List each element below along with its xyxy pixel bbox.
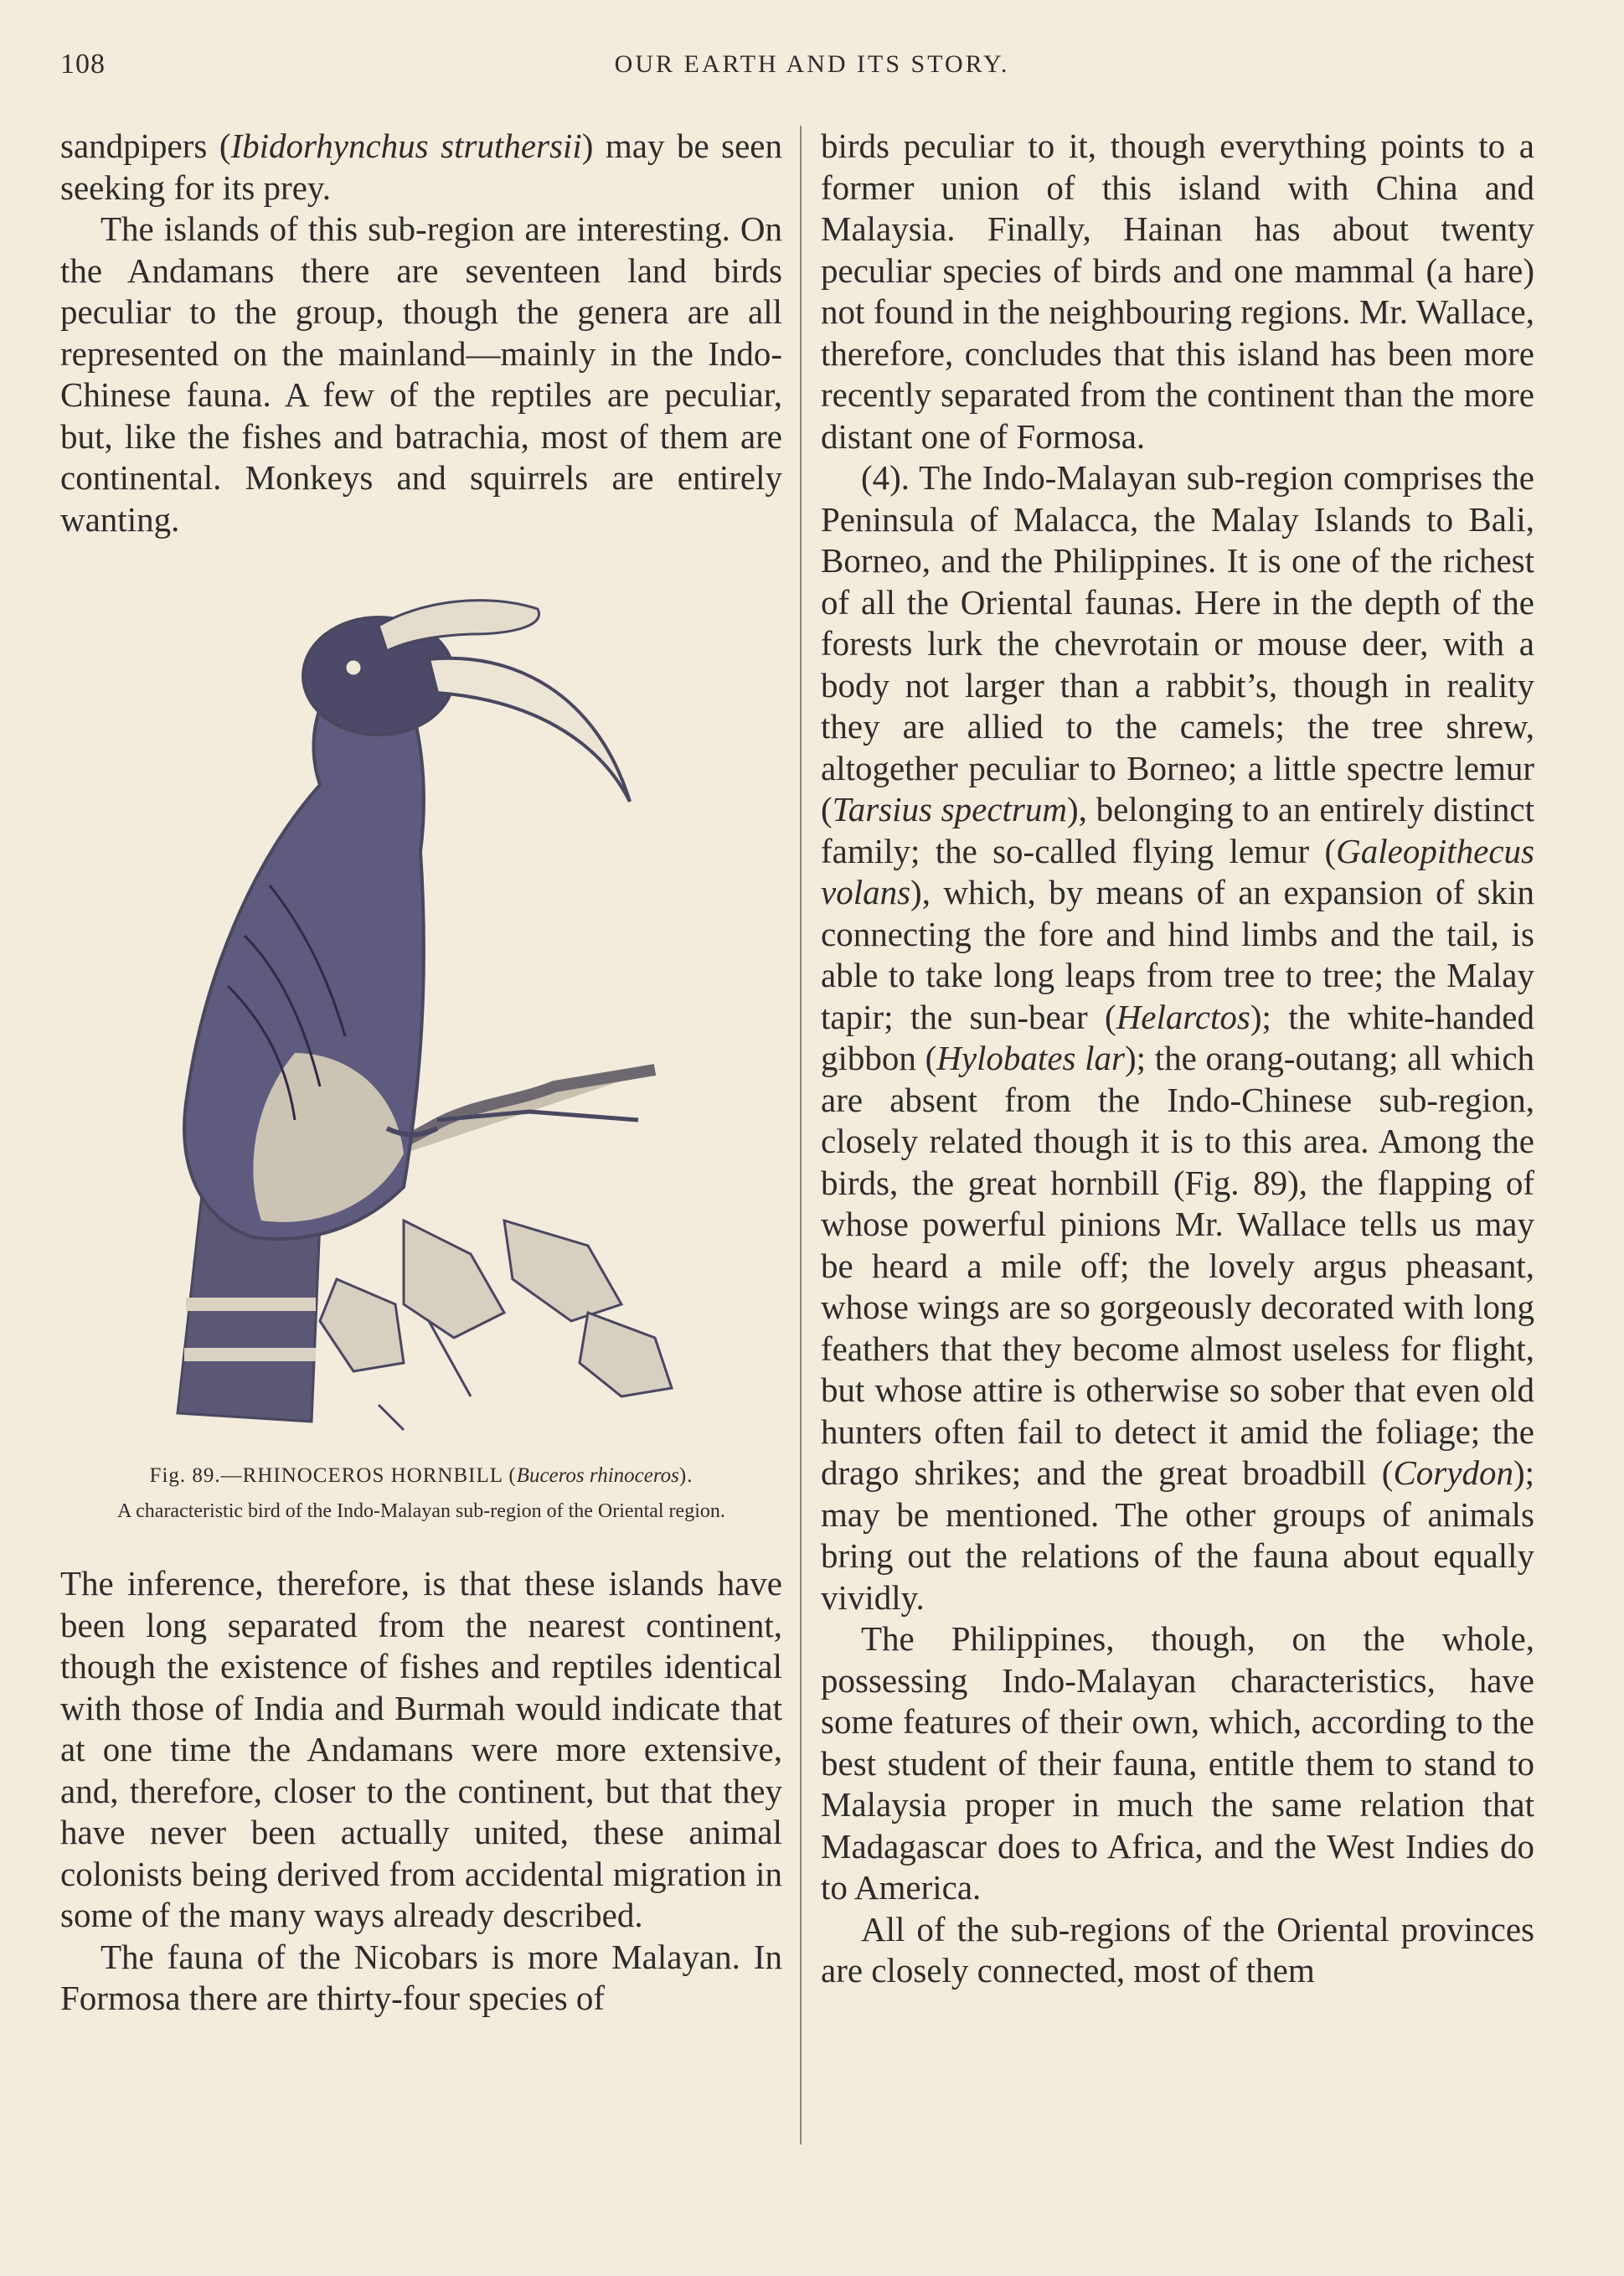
running-head: OUR EARTH AND ITS STORY. xyxy=(614,50,1010,78)
text-run: ), belonging to an entirely distinct family; the so-called flying lemur ( xyxy=(821,790,1534,870)
species-name: Galeopithecus volans xyxy=(821,831,1534,911)
species-name: Helarctos xyxy=(1116,997,1250,1036)
paragraph-formosa-cont: birds peculiar to it, though everything points to a former union of this island with China and Malaysia. Finally, Hainan has about twenty peculiar species of birds and one mammal (a hare) not found in the neighbouring regions. Mr. Wallace, therefore, concludes that this island has been more recently separated from the continent than the more distant one of Formosa. xyxy=(821,126,1534,456)
figure-caption-title xyxy=(60,1462,782,1490)
species-name: Ibidorhynchus struthersii xyxy=(230,126,582,165)
caption-species: Buceros rhinoceros xyxy=(516,1464,679,1487)
species-name: Corydon xyxy=(1393,1453,1513,1492)
figure-caption-description: A characteristic bird of the Indo-Malayan sub-region of the Oriental region. xyxy=(117,1500,725,1522)
text-run: ), which, by means of an expansion of skin connecting the fore and hind limbs and the tail, is able to take long leaps from tree to tree; the Malay tapir; the sun-bear ( xyxy=(821,873,1534,1036)
paragraph-islands: The islands of this sub-region are interesting. On the Andamans there are seventeen land birds peculiar to the group, though the genera are all represented on the mainland—mainly in the Indo-Chinese fauna. A few of the reptiles are peculiar, but, like the fishes and batrachia, most of them are continental. Monkeys and squirrels are entirely wanting. xyxy=(60,209,782,539)
column-divider xyxy=(800,126,802,2144)
text-run: ); the white-handed gibbon ( xyxy=(821,997,1534,1077)
paragraph-sandpipers xyxy=(60,126,782,209)
hornbill-illustration xyxy=(152,584,755,1447)
paragraph-inference: The inference, therefore, is that these islands have been long separated from the nearest continent, though the existence of fishes and reptiles identical with those of India and Burmah would indicate that at one time the Andamans were more extensive, and, therefore, closer to the continent, but that they have never been actually united, these animal colonists being derived from accidental migration in some of the many ways already described. xyxy=(60,1564,782,1934)
hornbill-figure xyxy=(60,584,782,1525)
text-run: ); the orang-outang; all which are absent from the Indo-Chinese sub-region, closely related though it is to this area. Among the birds, the great hornbill (Fig. 89), the flapping of whose powerful pinions Mr. Wallace tells us may be heard a mile off; the lovely argus pheasant, whose wings are so gorgeously decorated with long feathers that they become almost useless for flight, but whose attire is otherwise so sober that even old hunters often fail to detect it amid the foliage; the drago shrikes; and the great broadbill ( xyxy=(821,1039,1535,1492)
species-name: Hylobates lar xyxy=(936,1039,1126,1077)
paragraph-philippines: The Philippines, though, on the whole, possessing Indo-Malayan characteristics, have some features of their own, which, according to the best student of their fauna, entitle them to stand to Malaysia proper in much the same relation that Madagascar does to Africa, and the West Indies do to America. xyxy=(821,1619,1534,1907)
paragraph-nicobars: The fauna of the Nicobars is more Malayan. In Formosa there are thirty-four species of xyxy=(60,1937,782,2017)
text-run: sandpipers ( xyxy=(60,126,231,165)
right-column xyxy=(821,126,1534,1992)
paragraph-indo-malayan xyxy=(821,457,1534,1618)
species-name: Tarsius spectrum xyxy=(832,790,1067,828)
text-run: ); may be mentioned. The other groups of animals bring out the relations of the fauna about equally vividly. xyxy=(821,1453,1534,1617)
page-number: 108 xyxy=(60,49,106,80)
paragraph-sub-regions: All of the sub-regions of the Oriental provinces are closely connected, most of them xyxy=(821,1909,1534,1990)
text-run: (4). The Indo-Malayan sub-region comprises the Peninsula of Malacca, the Malay Islands to Bali, Borneo, and the Philippines. It is one of the richest of all the Oriental faunas. Here in the depth of the forests lurk the chevrotain or mouse deer, with a body not larger than a rabbit’s, though in reality they are allied to the camels; the tree shrew, altogether peculiar to Borneo; a little spectre lemur ( xyxy=(821,458,1534,828)
left-column xyxy=(60,126,782,2020)
text-run: ) may be seen seeking for its prey. xyxy=(60,126,783,207)
caption-end: ). xyxy=(678,1464,693,1487)
caption-label: Fig. 89.—RHINOCEROS HORNBILL ( xyxy=(149,1464,517,1487)
